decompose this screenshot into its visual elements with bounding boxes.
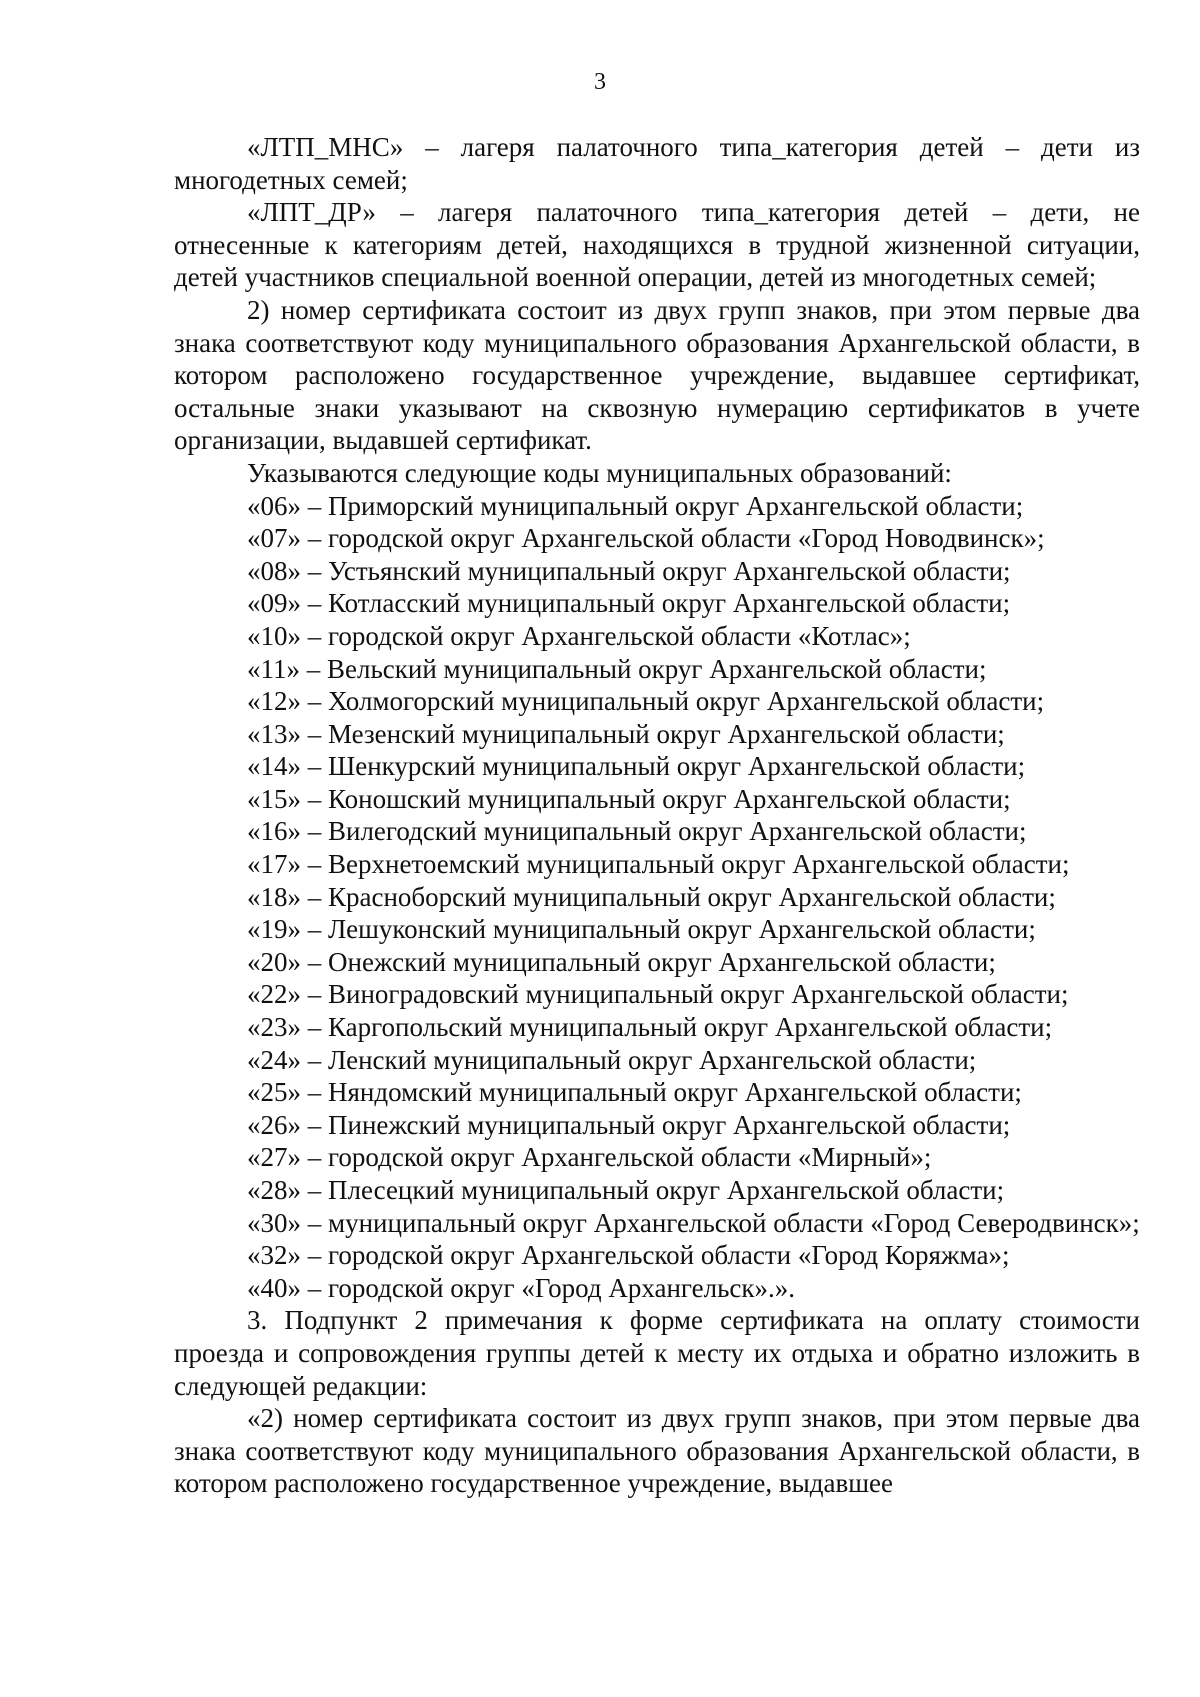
code-item-12: «12» – Холмогорский муниципальный округ Архангельской области; <box>247 686 1045 717</box>
code-item-09: «09» – Котласский муниципальный округ Архангельской области; <box>247 588 1011 619</box>
code-item-40: «40» – городской округ «Город Архангельск».». <box>247 1272 795 1303</box>
code-item-13: «13» – Мезенский муниципальный округ Архангельской области; <box>247 718 1005 749</box>
paragraph-lpt-dr: «ЛПТ_ДР» – лагеря палаточного типа_категория детей – дети, не отнесенные к категориям детей, находящихся в трудной жизненной ситуации, детей участников специальной военной операции, детей из многодетных семей; <box>174 197 1140 293</box>
page-number: 3 <box>594 69 606 95</box>
code-item-19: «19» – Лешуконский муниципальный округ Архангельской области; <box>247 914 1036 945</box>
code-item-23: «23» – Каргопольский муниципальный округ Архангельской области; <box>247 1012 1053 1043</box>
code-item-14: «14» – Шенкурский муниципальный округ Архангельской области; <box>247 751 1026 782</box>
code-item-18: «18» – Красноборский муниципальный округ Архангельской области; <box>247 881 1056 912</box>
code-item-26: «26» – Пинежский муниципальный округ Архангельской области; <box>247 1109 1011 1140</box>
code-item-28: «28» – Плесецкий муниципальный округ Архангельской области; <box>247 1175 1005 1205</box>
paragraph-item-3: 3. Подпункт 2 примечания к форме сертификата на оплату стоимости проезда и сопровождения группы детей к месту их отдыха и обратно изложить в следующей редакции: <box>174 1305 1140 1401</box>
code-item-11: «11» – Вельский муниципальный округ Архангельской области; <box>247 653 987 684</box>
code-item-10: «10» – городской округ Архангельской области «Котлас»; <box>247 620 911 651</box>
code-item-25: «25» – Няндомский муниципальный округ Архангельской области; <box>247 1077 1022 1108</box>
code-item-32: «32» – городской округ Архангельской области «Город Коряжма»; <box>247 1240 1010 1271</box>
code-item-16: «16» – Вилегодский муниципальный округ Архангельской области; <box>247 816 1027 847</box>
paragraph-certificate-number: 2) номер сертификата состоит из двух групп знаков, при этом первые два знака соответствуют коду муниципального образования Архангельской области, в котором расположено государственное учреждение, выдавшее сертификат, остальные знаки указывают на сквозную нумерацию сертификатов в учете организации, выдавшей сертификат. <box>174 294 1140 456</box>
paragraph-ltp-mns: «ЛТП_МНС» – лагеря палаточного типа_категория детей – дети из многодетных семей; <box>174 132 1140 195</box>
code-item-17: «17» – Верхнетоемский муниципальный округ Архангельской области; <box>247 849 1070 880</box>
code-item-07: «07» – городской округ Архангельской области «Город Новодвинск»; <box>247 523 1045 554</box>
code-item-08: «08» – Устьянский муниципальный округ Архангельской области; <box>247 555 1011 586</box>
code-item-24: «24» – Ленский муниципальный округ Архангельской области; <box>247 1044 977 1075</box>
paragraph-codes-intro: Указываются следующие коды муниципальных образований: <box>247 457 952 488</box>
code-item-15: «15» – Коношский муниципальный округ Архангельской области; <box>247 783 1011 814</box>
paragraph-new-edition: «2) номер сертификата состоит из двух групп знаков, при этом первые два знака соответствуют коду муниципального образования Архангельской области, в котором расположено государственное учреждение, выдавшее <box>174 1403 1140 1499</box>
code-item-06: «06» – Приморский муниципальный округ Архангельской области; <box>247 490 1024 521</box>
code-item-22: «22» – Виноградовский муниципальный округ Архангельской области; <box>247 979 1069 1010</box>
document-body <box>174 131 1140 1500</box>
code-item-30: «30» – муниципальный округ Архангельской области «Город Северодвинск»; <box>247 1207 1140 1238</box>
code-item-20: «20» – Онежский муниципальный округ Архангельской области; <box>247 946 996 977</box>
code-item-27: «27» – городской округ Архангельской области «Мирный»; <box>247 1142 932 1173</box>
